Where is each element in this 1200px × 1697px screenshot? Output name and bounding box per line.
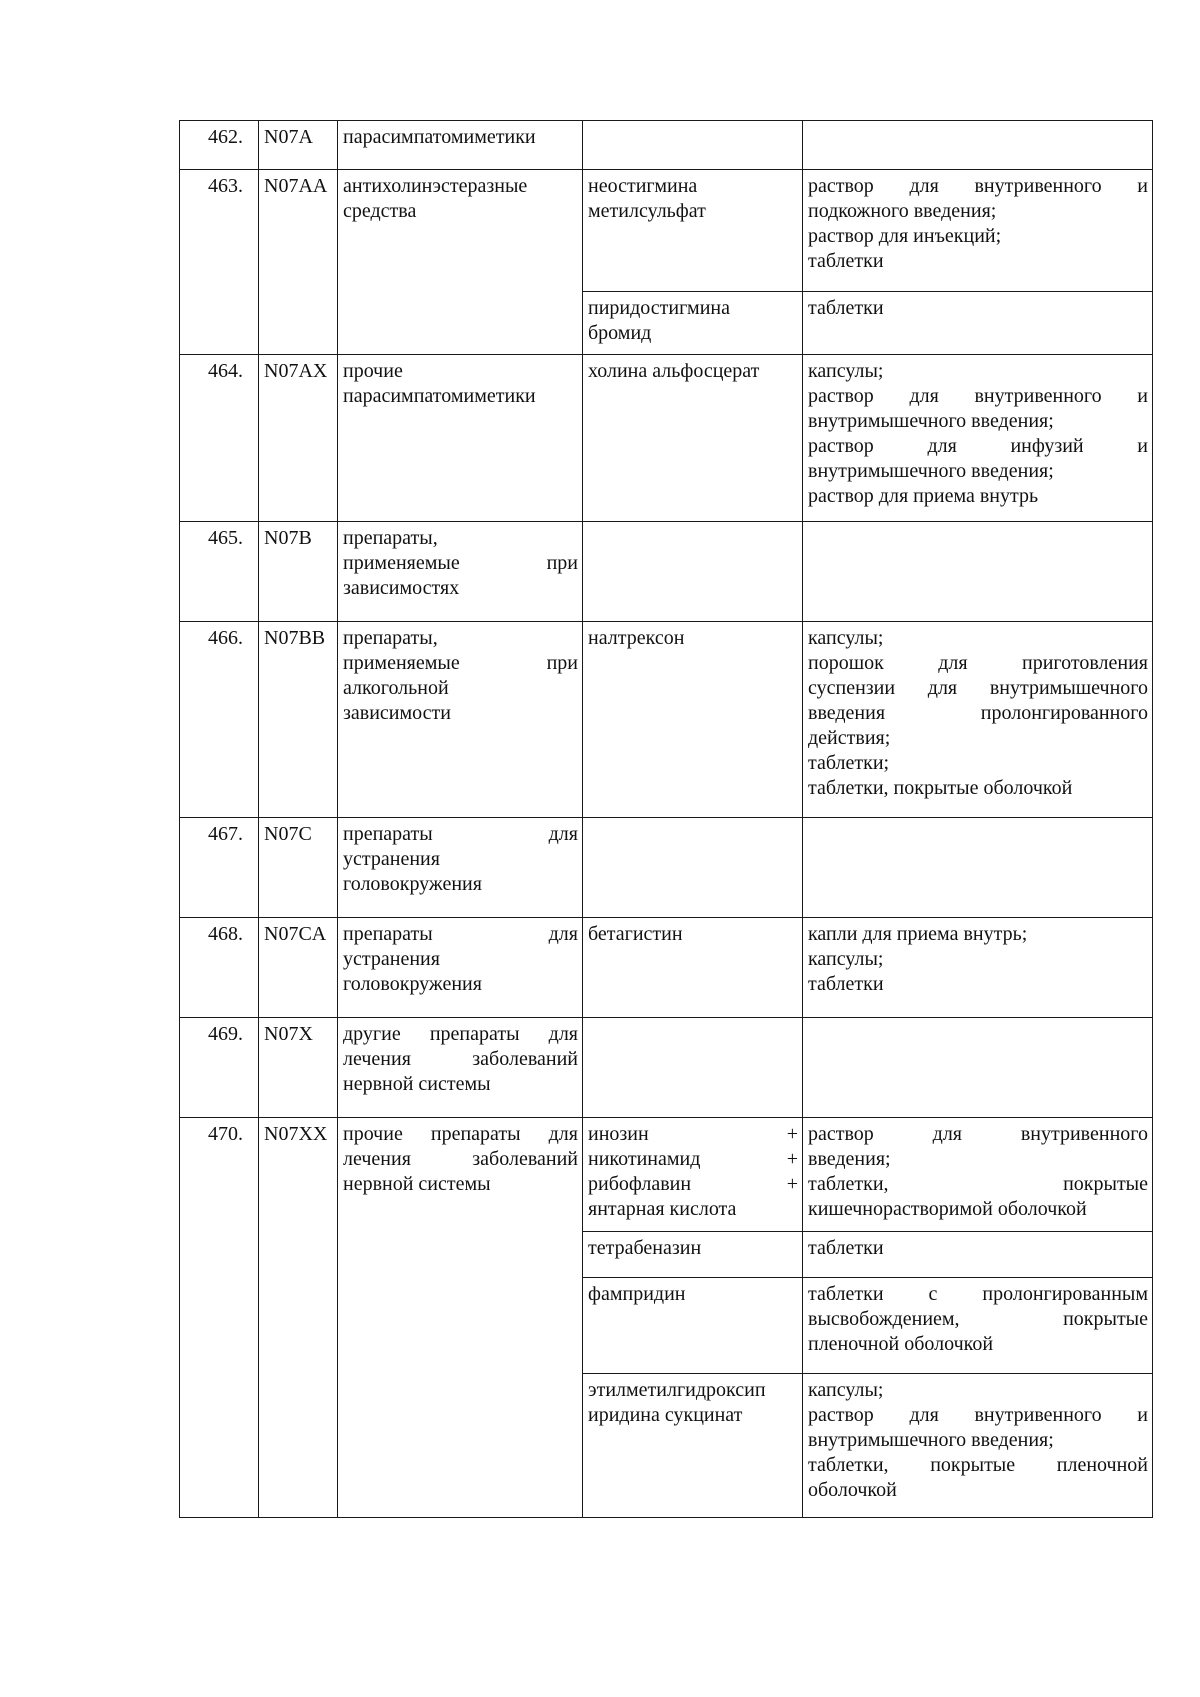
drug-name-line: янтарная кислота — [588, 1198, 737, 1220]
dosage-forms-line: капсулы; — [808, 627, 884, 649]
drug-name-line: пиридостигмина — [588, 297, 730, 319]
row-number: 470. — [180, 1118, 259, 1518]
atc-group-name-line: зависимостях — [343, 577, 460, 599]
drug-table — [179, 120, 1153, 1518]
dosage-forms — [803, 1118, 1153, 1232]
drug-name — [583, 1232, 803, 1278]
atc-group-name-line: парасимпатомиметики — [343, 126, 536, 148]
dosage-forms-line: таблетки — [808, 250, 884, 272]
dosage-forms-line: раствор для внутривенного и — [808, 385, 1148, 407]
atc-group-name-line: зависимости — [343, 702, 451, 724]
dosage-forms-line: высвобождением, покрытые — [808, 1308, 1148, 1330]
table-row — [180, 1018, 1153, 1118]
drug-name-empty — [583, 522, 803, 622]
dosage-forms — [803, 1278, 1153, 1374]
dosage-forms — [803, 355, 1153, 522]
drug-name — [583, 1374, 803, 1518]
atc-group-name-line: нервной системы — [343, 1073, 491, 1095]
atc-group-name-line: парасимпатомиметики — [343, 385, 536, 407]
drug-name-line: никотинамид + — [588, 1148, 798, 1170]
drug-name-empty — [583, 121, 803, 170]
row-number: 468. — [180, 918, 259, 1018]
dosage-forms-line: введения пролонгированного — [808, 702, 1148, 724]
dosage-forms-line: капсулы; — [808, 948, 884, 970]
atc-group-name — [338, 121, 583, 170]
drug-name-line: фампридин — [588, 1283, 686, 1305]
atc-group-name-line: устранения — [343, 848, 440, 870]
atc-group-name-line: лечения заболеваний — [343, 1048, 578, 1070]
atc-code: N07AA — [259, 170, 338, 355]
drug-name-line: метилсульфат — [588, 200, 706, 222]
dosage-forms-line: капли для приема внутрь; — [808, 923, 1028, 945]
drug-name-line: налтрексон — [588, 627, 685, 649]
drug-name — [583, 292, 803, 355]
atc-group-name — [338, 622, 583, 818]
dosage-forms-line: капсулы; — [808, 1379, 884, 1401]
atc-group-name-line: прочие препараты для — [343, 1123, 578, 1145]
dosage-forms-line: раствор для приема внутрь — [808, 485, 1039, 507]
dosage-forms-line: подкожного введения; — [808, 200, 997, 222]
dosage-forms-empty — [803, 522, 1153, 622]
drug-name — [583, 1278, 803, 1374]
drug-name — [583, 355, 803, 522]
dosage-forms-line: раствор для инфузий и — [808, 435, 1148, 457]
drug-name-line: холина альфосцерат — [588, 360, 760, 382]
dosage-forms-line: таблетки — [808, 1237, 884, 1259]
drug-name-line: инозин + — [588, 1123, 798, 1145]
atc-code: N07AX — [259, 355, 338, 522]
dosage-forms — [803, 1374, 1153, 1518]
atc-code: N07CA — [259, 918, 338, 1018]
drug-name-line: тетрабеназин — [588, 1237, 702, 1259]
table-row — [180, 355, 1153, 522]
dosage-forms-line: раствор для внутривенного — [808, 1123, 1148, 1145]
drug-name — [583, 918, 803, 1018]
dosage-forms-line: внутримышечного введения; — [808, 410, 1054, 432]
atc-code: N07X — [259, 1018, 338, 1118]
dosage-forms-line: порошок для приготовления — [808, 652, 1148, 674]
atc-code: N07XX — [259, 1118, 338, 1518]
dosage-forms-line: внутримышечного введения; — [808, 1429, 1054, 1451]
dosage-forms — [803, 170, 1153, 292]
drug-name-line: рибофлавин + — [588, 1173, 798, 1195]
dosage-forms — [803, 918, 1153, 1018]
dosage-forms — [803, 292, 1153, 355]
row-number: 462. — [180, 121, 259, 170]
dosage-forms-line: суспензии для внутримышечного — [808, 677, 1148, 699]
dosage-forms-line: капсулы; — [808, 360, 884, 382]
atc-group-name-line: применяемые при — [343, 652, 578, 674]
atc-group-name — [338, 1018, 583, 1118]
atc-group-name-line: устранения — [343, 948, 440, 970]
dosage-forms-line: введения; — [808, 1148, 891, 1170]
dosage-forms-line: внутримышечного введения; — [808, 460, 1054, 482]
dosage-forms-line: пленочной оболочкой — [808, 1333, 994, 1355]
atc-code: N07C — [259, 818, 338, 918]
atc-group-name — [338, 522, 583, 622]
row-number: 464. — [180, 355, 259, 522]
dosage-forms-line: таблетки, покрытые — [808, 1173, 1148, 1195]
dosage-forms-empty — [803, 121, 1153, 170]
atc-group-name-line: препараты для — [343, 823, 578, 845]
drug-name-line: бетагистин — [588, 923, 683, 945]
dosage-forms-empty — [803, 1018, 1153, 1118]
atc-group-name — [338, 918, 583, 1018]
drug-name — [583, 622, 803, 818]
row-number: 466. — [180, 622, 259, 818]
atc-group-name-line: головокружения — [343, 973, 482, 995]
drug-name-line: иридина сукцинат — [588, 1404, 743, 1426]
table-row — [180, 170, 1153, 292]
table-row — [180, 818, 1153, 918]
dosage-forms-line: оболочкой — [808, 1479, 897, 1501]
drug-name-empty — [583, 818, 803, 918]
atc-group-name — [338, 355, 583, 522]
dosage-forms-line: кишечнорастворимой оболочкой — [808, 1198, 1087, 1220]
atc-group-name-line: прочие — [343, 360, 403, 382]
atc-code: N07B — [259, 522, 338, 622]
atc-group-name-line: лечения заболеваний — [343, 1148, 578, 1170]
atc-group-name — [338, 818, 583, 918]
dosage-forms-line: таблетки с пролонгированным — [808, 1283, 1148, 1305]
atc-group-name-line: антихолинэстеразные — [343, 175, 528, 197]
table-row — [180, 1118, 1153, 1232]
row-number: 463. — [180, 170, 259, 355]
atc-group-name-line: головокружения — [343, 873, 482, 895]
dosage-forms — [803, 1232, 1153, 1278]
atc-group-name — [338, 170, 583, 355]
atc-code: N07BB — [259, 622, 338, 818]
dosage-forms-line: раствор для внутривенного и — [808, 175, 1148, 197]
drug-name — [583, 1118, 803, 1232]
dosage-forms-line: таблетки, покрытые пленочной — [808, 1454, 1148, 1476]
dosage-forms-line: таблетки, покрытые оболочкой — [808, 777, 1073, 799]
table-row — [180, 918, 1153, 1018]
dosage-forms-line: раствор для инъекций; — [808, 225, 1002, 247]
table-row — [180, 121, 1153, 170]
drug-name — [583, 170, 803, 292]
dosage-forms-line: таблетки; — [808, 752, 890, 774]
drug-name-line: этилметилгидроксип — [588, 1379, 766, 1401]
row-number: 465. — [180, 522, 259, 622]
row-number: 467. — [180, 818, 259, 918]
drug-table-body — [180, 121, 1153, 1518]
table-row — [180, 522, 1153, 622]
atc-group-name-line: применяемые при — [343, 552, 578, 574]
atc-group-name-line: препараты, — [343, 627, 438, 649]
atc-group-name-line: препараты для — [343, 923, 578, 945]
atc-group-name-line: нервной системы — [343, 1173, 491, 1195]
row-number: 469. — [180, 1018, 259, 1118]
atc-group-name-line: другие препараты для — [343, 1023, 578, 1045]
dosage-forms-line: таблетки — [808, 973, 884, 995]
dosage-forms-empty — [803, 818, 1153, 918]
dosage-forms — [803, 622, 1153, 818]
drug-name-empty — [583, 1018, 803, 1118]
dosage-forms-line: действия; — [808, 727, 891, 749]
atc-group-name-line: средства — [343, 200, 417, 222]
drug-name-line: бромид — [588, 322, 652, 344]
atc-code: N07A — [259, 121, 338, 170]
drug-name-line: неостигмина — [588, 175, 698, 197]
atc-group-name — [338, 1118, 583, 1518]
dosage-forms-line: таблетки — [808, 297, 884, 319]
dosage-forms-line: раствор для внутривенного и — [808, 1404, 1148, 1426]
table-row — [180, 622, 1153, 818]
atc-group-name-line: алкогольной — [343, 677, 449, 699]
atc-group-name-line: препараты, — [343, 527, 438, 549]
